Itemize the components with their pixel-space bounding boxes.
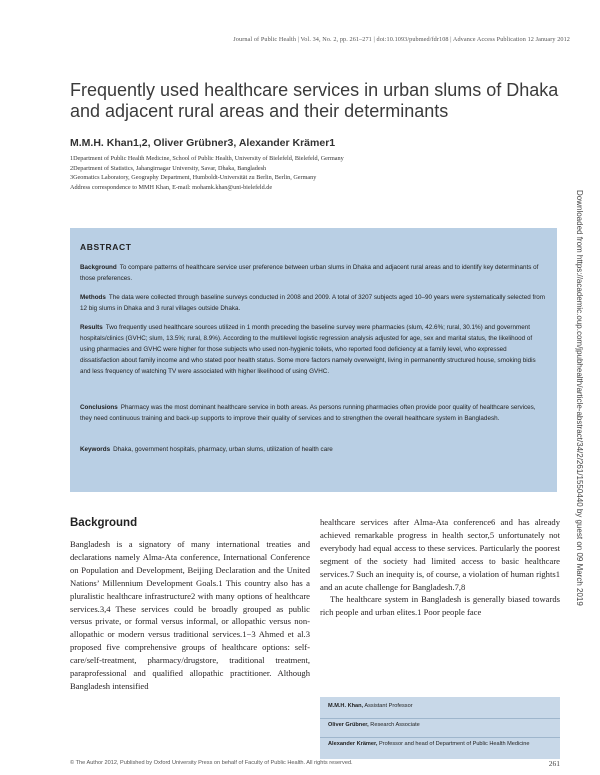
author-role-3 (328, 741, 530, 747)
abstract-keywords-text: Dhaka, government hospitals, pharmacy, urban slums, utilization of health care (113, 446, 333, 453)
author-role-2 (328, 722, 420, 728)
abstract-methods (80, 292, 546, 314)
abstract-background (80, 262, 546, 284)
abstract-results-label: Results (80, 324, 103, 331)
download-note-text: Downloaded from https://academic.oup.com/jpubhealth/article-abstract/34/2/261/1550440 by guest on 09 March 2019 (575, 190, 584, 606)
abstract-keywords (80, 444, 546, 455)
divider (320, 737, 560, 738)
author-role-name: Alexander Krämer, (328, 741, 378, 747)
affiliation-2: 2Department of Statistics, Jahangirnagar University, Savar, Dhaka, Bangladesh (70, 164, 267, 172)
affiliation-3: 3Geomatics Laboratory, Geography Department, Humboldt-Universität zu Berlin, Berlin, Germany (70, 174, 317, 181)
abstract-conclusions-text: Pharmacy was the most dominant healthcare service in both areas. As persons running pharmacies often provide poor quality of healthcare services, they need continuous training and back-up supports to improve their quality of services and to strengthen the overall healthcare system in Bangladesh. (80, 404, 536, 422)
article-title: Frequently used healthcare services in urban slums of Dhaka and adjacent rural areas and their determinants (70, 80, 559, 121)
body-column-right (320, 516, 560, 619)
abstract-box (70, 228, 557, 492)
paragraph: Bangladesh is a signatory of many international treaties and declarations namely Alma-Ata conference, International Conference on Population and Development, Beijing Declaration and the United Nations’ Millennium Development Goals.1 This country also has a pluralistic healthcare infrastructure2 with many options of healthcare services.3,4 These services could be broadly grouped as public versus private, or formal versus informal, or allopathic versus non-allopathic or modern versus traditional services.1−3 Ahmed et al.3 proposed five comprehensive groups of healthcare options: self-care/self-treatment, pharmacy/drugstore, traditional treatment, paraprofessional and qualified allopathic practitioner. Although Bangladesh intensified (70, 539, 310, 691)
journal-header: Journal of Public Health | Vol. 34, No. 2, pp. 261–271 | doi:10.1093/pubmed/fdr108 | Advance Access Publication 12 January 2012 (233, 36, 570, 43)
section-heading-background: Background (70, 517, 138, 529)
abstract-background-label: Background (80, 264, 117, 271)
abstract-methods-label: Methods (80, 294, 106, 301)
abstract-keywords-label: Keywords (80, 446, 111, 453)
affiliations (70, 154, 510, 192)
correspondence: Address correspondence to MMH Khan, E-mail: mohamk.khan@uni-bielefeld.de (70, 183, 273, 191)
paragraph: healthcare services after Alma-Ata conference6 and has already achieved remarkable progress in health sector,5 unfortunately not everybody had equal access to these services. Particularly the poorest segment of the society had limited access to basic healthcare services.7 Such an inequity is, of course, a violation of human rights1 and an acute challenge for Bangladesh.7,8 (320, 517, 560, 592)
abstract-results-text: Two frequently used healthcare sources utilized in 1 month preceding the baseline survey were pharmacies (slum, 42.6%; rural, 30.1%) and government hospitals/clinics (GVHC; slum, 13.5%; rural, 8.9%). According to the multilevel logistic regression analysis adjusted for age, sex and marital status, the likelihood of using pharmacies and GVHC were higher for those subjects who used non-hygienic toilets, who reported food deficiency at a family level, who expressed dissatisfaction about family income and who stated poor health status. Some more factors namely overweight, living in permanently structured house, smoking bidis and less frequency of watching TV were associated with higher likelihood of using GVHC. (80, 324, 536, 375)
author-role-title: Professor and head of Department of Public Health Medicine (379, 741, 530, 747)
affiliation-1: 1Department of Public Health Medicine, School of Public Health, University of Bielefeld, Bielefeld, Germany (70, 155, 344, 162)
copyright-footer: © The Author 2012, Published by Oxford University Press on behalf of Faculty of Public Health. All rights reserved. (70, 760, 353, 766)
download-note (572, 190, 586, 610)
author-role-name: M.M.H. Khan, (328, 703, 364, 709)
abstract-conclusions-label: Conclusions (80, 404, 118, 411)
abstract-methods-text: The data were collected through baseline surveys conducted in 2008 and 2009. A total of 3207 subjects aged 10–90 years were systematically selected from 12 big slums in Dhaka and 3 rural villages outside Dhaka. (80, 294, 546, 312)
page-number: 261 (548, 759, 560, 768)
body-column-left (70, 538, 310, 693)
abstract-conclusions (80, 402, 546, 424)
abstract-results (80, 322, 546, 377)
paragraph: The healthcare system in Bangladesh is generally biased towards rich people and urban elites.1 Poor people face (320, 594, 560, 618)
author-role-title: Research Associate (370, 722, 420, 728)
abstract-background-text: To compare patterns of healthcare service user preference between urban slums in Dhaka and adjacent rural areas and to identify key determinants of those preferences. (80, 264, 539, 282)
author-roles-box (320, 697, 560, 759)
author-role-name: Oliver Grübner, (328, 722, 369, 728)
author-role-1 (328, 703, 413, 709)
abstract-heading: ABSTRACT (80, 242, 132, 252)
author-role-title: Assistant Professor (364, 703, 413, 709)
author-list: M.M.H. Khan1,2, Oliver Grübner3, Alexander Krämer1 (70, 137, 336, 149)
divider (320, 718, 560, 719)
